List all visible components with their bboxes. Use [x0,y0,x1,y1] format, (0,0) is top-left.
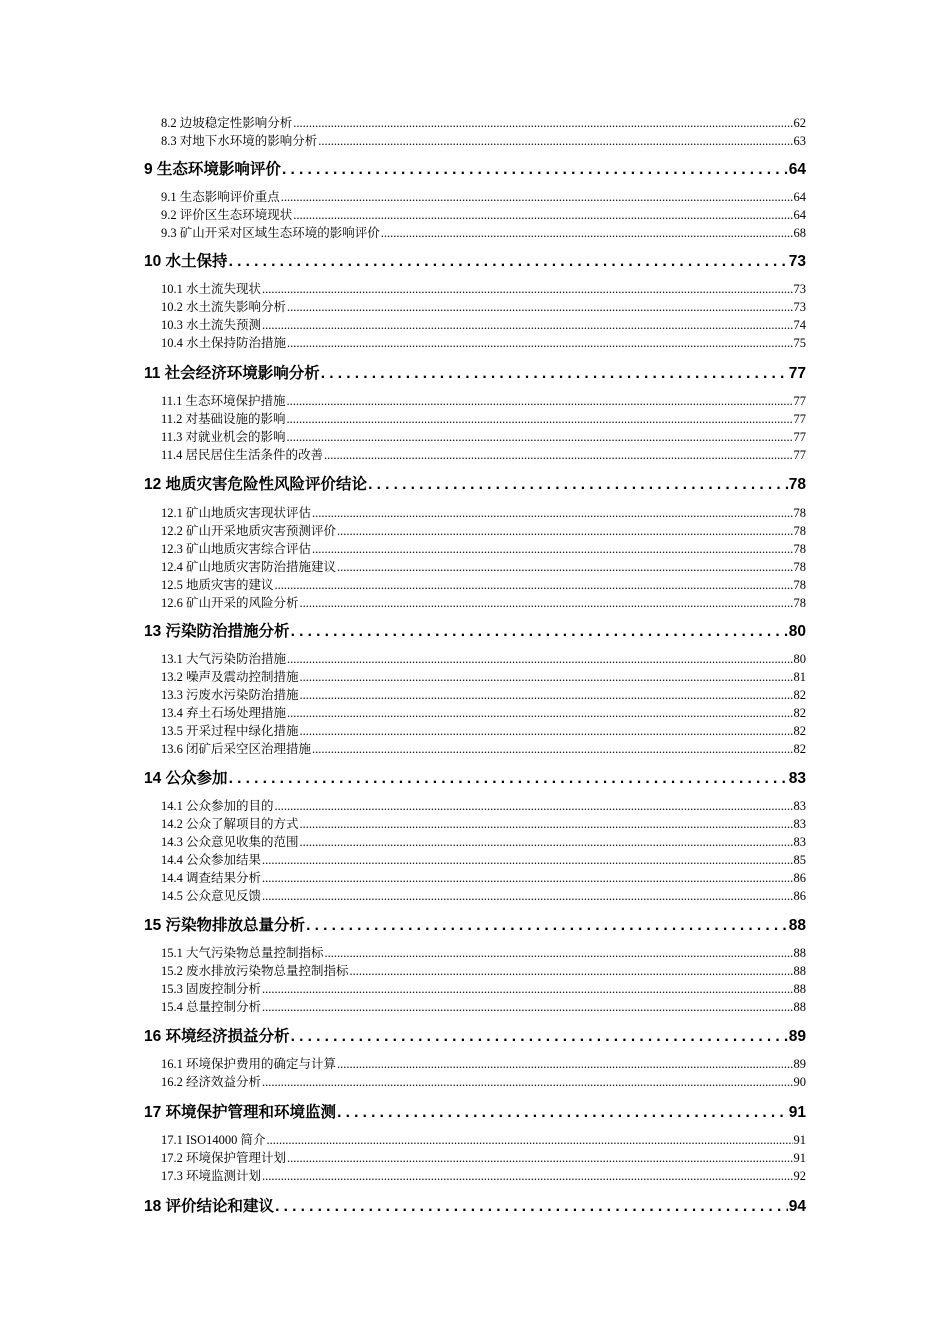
dot-leader [337,523,792,540]
toc-section-entry[interactable] [161,335,806,352]
toc-section-entry[interactable] [161,798,806,815]
toc-page-number: 77 [793,394,806,408]
dot-leader [306,915,788,937]
toc-page-number: 62 [793,116,806,130]
toc-page-number: 82 [793,706,806,720]
toc-section-entry[interactable] [161,741,806,758]
toc-section-entry[interactable] [161,317,806,334]
dot-leader [312,541,792,558]
toc-entry-title: 10 水土保持 [144,253,228,270]
toc-page-number: 88 [793,982,806,996]
toc-chapter-entry[interactable] [144,474,806,496]
toc-page-number: 80 [793,652,806,666]
dot-leader [300,816,793,833]
toc-section-entry[interactable] [161,669,806,686]
toc-entry-title: 11.3 对就业机会的影响 [161,430,286,444]
toc-entry-title: 14 公众参加 [144,770,228,787]
toc-entry-title: 10.4 水土保持防治措施 [161,336,287,350]
toc-section-entry[interactable] [161,393,806,410]
toc-page-number: 78 [793,506,806,520]
toc-section-entry[interactable] [161,225,806,242]
toc-page-number: 83 [793,799,806,813]
toc-page-number: 89 [788,1028,806,1045]
toc-page-number: 88 [793,946,806,960]
toc-entry-title: 9.1 生态影响评价重点 [161,190,280,204]
dot-leader [337,1102,788,1124]
dot-leader [275,577,793,594]
toc-section-entry[interactable] [161,963,806,980]
toc-entry-title: 8.3 对地下水环境的影响分析 [161,134,318,148]
dot-leader [318,133,792,150]
toc-section-entry[interactable] [161,447,806,464]
toc-chapter-entry[interactable] [144,915,806,937]
toc-section-entry[interactable] [161,505,806,522]
toc-section-entry[interactable] [161,595,806,612]
dot-leader [293,115,792,132]
toc-chapter-entry[interactable] [144,363,806,385]
toc-page-number: 85 [793,853,806,867]
dot-leader [293,207,792,224]
toc-page-number: 90 [793,1075,806,1089]
dot-leader [229,768,788,790]
toc-chapter-entry[interactable] [144,1102,806,1124]
toc-entry-title: 14.2 公众了解项目的方式 [161,817,299,831]
toc-entry-title: 14.5 公众意见反馈 [161,889,262,903]
toc-entry-title: 10.3 水土流失预测 [161,318,262,332]
toc-page-number: 80 [788,623,806,640]
dot-leader [321,363,788,385]
toc-chapter-entry[interactable] [144,621,806,643]
toc-section-entry[interactable] [161,577,806,594]
toc-page-number: 64 [788,161,806,178]
toc-page-number: 78 [793,524,806,538]
toc-page-number: 78 [793,578,806,592]
toc-chapter-entry[interactable] [144,159,806,181]
toc-chapter-entry[interactable] [144,1196,806,1218]
dot-leader [262,281,792,298]
toc-page-number: 83 [793,817,806,831]
toc-entry-title: 12.4 矿山地质灾害防治措施建议 [161,560,337,574]
toc-entry-title: 8.2 边坡稳定性影响分析 [161,116,293,130]
toc-page-number: 89 [793,1057,806,1071]
toc-entry-title: 12 地质灾害危险性风险评价结论 [144,476,368,493]
toc-section-entry[interactable] [161,687,806,704]
toc-section-entry[interactable] [161,1074,806,1091]
toc-section-entry[interactable] [161,115,806,132]
toc-page-number: 81 [793,670,806,684]
toc-entry-title: 14.3 公众意见收集的范围 [161,835,299,849]
toc-entry-title: 11.1 生态环境保护措施 [161,394,286,408]
toc-section-entry[interactable] [161,816,806,833]
dot-leader [325,945,793,962]
toc-entry-title: 13.5 开采过程中绿化措施 [161,724,299,738]
dot-leader [281,189,793,206]
toc-page-number: 88 [793,964,806,978]
toc-entry-title: 12.1 矿山地质灾害现状评估 [161,506,312,520]
dot-leader [287,335,792,352]
dot-leader [262,999,792,1016]
toc-page-number: 63 [793,134,806,148]
toc-section-entry[interactable] [161,1056,806,1073]
toc-page-number: 82 [793,724,806,738]
toc-entry-title: 17.2 环境保护管理计划 [161,1151,287,1165]
toc-entry-title: 16 环境经济损益分析 [144,1028,290,1045]
dot-leader [287,299,792,316]
toc-entry-title: 17.3 环境监测计划 [161,1169,262,1183]
toc-entry-title: 15.2 废水排放污染物总量控制指标 [161,964,349,978]
toc-section-entry[interactable] [161,870,806,887]
dot-leader [262,317,792,334]
toc-section-entry[interactable] [161,1132,806,1149]
dot-leader [300,687,793,704]
dot-leader [312,505,792,522]
dot-leader [291,621,788,643]
dot-leader [275,798,793,815]
toc-entry-title: 12.2 矿山开采地质灾害预测评价 [161,524,337,538]
toc-page-number: 92 [793,1169,806,1183]
toc-entry-title: 14.4 调查结果分析 [161,871,262,885]
dot-leader [312,741,792,758]
dot-leader [275,1196,788,1218]
dot-leader [267,1132,793,1149]
toc-entry-title: 9 生态环境影响评价 [144,161,281,178]
toc-page-number: 77 [793,448,806,462]
toc-entry-title: 15.1 大气污染物总量控制指标 [161,946,324,960]
toc-page-number: 78 [793,596,806,610]
toc-entry-title: 12.6 矿山开采的风险分析 [161,596,299,610]
toc-section-entry[interactable] [161,705,806,722]
toc-entry-title: 9.2 评价区生态环境现状 [161,208,293,222]
toc-section-entry[interactable] [161,411,806,428]
dot-leader [337,559,792,576]
toc-chapter-entry[interactable] [144,768,806,790]
dot-leader [229,251,788,273]
toc-page-number: 75 [793,336,806,350]
toc-entry-title: 13.2 噪声及震动控制措施 [161,670,299,684]
toc-section-entry[interactable] [161,189,806,206]
toc-page-number: 78 [788,476,806,493]
toc-page-number: 68 [793,226,806,240]
toc-page-number: 73 [793,300,806,314]
dot-leader [300,669,793,686]
toc-page-number: 82 [793,742,806,756]
dot-leader [262,1168,792,1185]
toc-section-entry[interactable] [161,981,806,998]
toc-entry-title: 12.3 矿山地质灾害综合评估 [161,542,312,556]
dot-leader [291,1026,788,1048]
dot-leader [262,1074,792,1091]
dot-leader [262,888,792,905]
toc-page-number: 73 [788,253,806,270]
toc-page-number: 91 [793,1133,806,1147]
toc-section-entry[interactable] [161,559,806,576]
toc-section-entry[interactable] [161,888,806,905]
toc-entry-title: 16.1 环境保护费用的确定与计算 [161,1057,337,1071]
toc-page-number: 88 [788,917,806,934]
toc-section-entry[interactable] [161,945,806,962]
toc-page-number: 64 [793,208,806,222]
toc-page-number: 83 [788,770,806,787]
toc-page-number: 73 [793,282,806,296]
toc-section-entry[interactable] [161,834,806,851]
toc-entry-title: 13 污染防治措施分析 [144,623,290,640]
toc-page-number: 91 [788,1104,806,1121]
toc-entry-title: 14.4 公众参加结果 [161,853,262,867]
dot-leader [287,1150,792,1167]
toc-page-number: 91 [793,1151,806,1165]
toc-entry-title: 13.4 弃土石场处理措施 [161,706,287,720]
toc-section-entry[interactable] [161,299,806,316]
toc-page-number: 78 [793,542,806,556]
toc-entry-title: 9.3 矿山开采对区域生态环境的影响评价 [161,226,380,240]
toc-entry-title: 13.3 污废水污染防治措施 [161,688,299,702]
toc-section-entry[interactable] [161,723,806,740]
toc-page-number: 78 [793,560,806,574]
dot-leader [287,705,792,722]
toc-page-number: 88 [793,1000,806,1014]
toc-page-number: 83 [793,835,806,849]
toc-page-number: 77 [793,430,806,444]
dot-leader [300,595,793,612]
dot-leader [324,447,792,464]
dot-leader [262,981,792,998]
dot-leader [300,723,793,740]
dot-leader [368,474,788,496]
toc-page-number: 77 [788,365,806,382]
toc-page-number: 82 [793,688,806,702]
toc-entry-title: 13.1 大气污染防治措施 [161,652,287,666]
dot-leader [350,963,793,980]
toc-entry-title: 17 环境保护管理和环境监测 [144,1104,337,1121]
dot-leader [282,159,788,181]
toc-page-number: 86 [793,871,806,885]
toc-entry-title: 15.4 总量控制分析 [161,1000,262,1014]
toc-chapter-entry[interactable] [144,1026,806,1048]
toc-section-entry[interactable] [161,651,806,668]
toc-entry-title: 18 评价结论和建议 [144,1198,275,1215]
toc-entry-title: 11.2 对基础设施的影响 [161,412,286,426]
dot-leader [287,651,792,668]
dot-leader [287,411,793,428]
toc-entry-title: 16.2 经济效益分析 [161,1075,262,1089]
toc-entry-title: 11 社会经济环境影响分析 [144,365,320,382]
dot-leader [262,852,792,869]
toc-entry-title: 10.2 水土流失影响分析 [161,300,287,314]
toc-entry-title: 13.6 闭矿后采空区治理措施 [161,742,312,756]
toc-chapter-entry[interactable] [144,251,806,273]
toc-page-number: 86 [793,889,806,903]
toc-section-entry[interactable] [161,1150,806,1167]
toc-page-number: 77 [793,412,806,426]
toc-entry-title: 15.3 固废控制分析 [161,982,262,996]
toc-entry-title: 17.1 ISO14000 简介 [161,1133,266,1147]
toc-page-number: 94 [788,1198,806,1215]
dot-leader [381,225,793,242]
dot-leader [287,429,793,446]
toc-section-entry[interactable] [161,281,806,298]
dot-leader [287,393,793,410]
toc-entry-title: 10.1 水土流失现状 [161,282,262,296]
toc-section-entry[interactable] [161,1168,806,1185]
toc-section-entry[interactable] [161,207,806,224]
dot-leader [337,1056,792,1073]
toc-section-entry[interactable] [161,429,806,446]
toc-section-entry[interactable] [161,541,806,558]
dot-leader [262,870,792,887]
toc-page-number: 64 [793,190,806,204]
toc-section-entry[interactable] [161,133,806,150]
toc-section-entry[interactable] [161,999,806,1016]
toc-entry-title: 15 污染物排放总量分析 [144,917,306,934]
toc-page-number: 74 [793,318,806,332]
toc-entry-title: 12.5 地质灾害的建议 [161,578,274,592]
dot-leader [300,834,793,851]
toc-section-entry[interactable] [161,852,806,869]
toc-entry-title: 14.1 公众参加的目的 [161,799,274,813]
toc-section-entry[interactable] [161,523,806,540]
toc-entry-title: 11.4 居民居住生活条件的改善 [161,448,324,462]
